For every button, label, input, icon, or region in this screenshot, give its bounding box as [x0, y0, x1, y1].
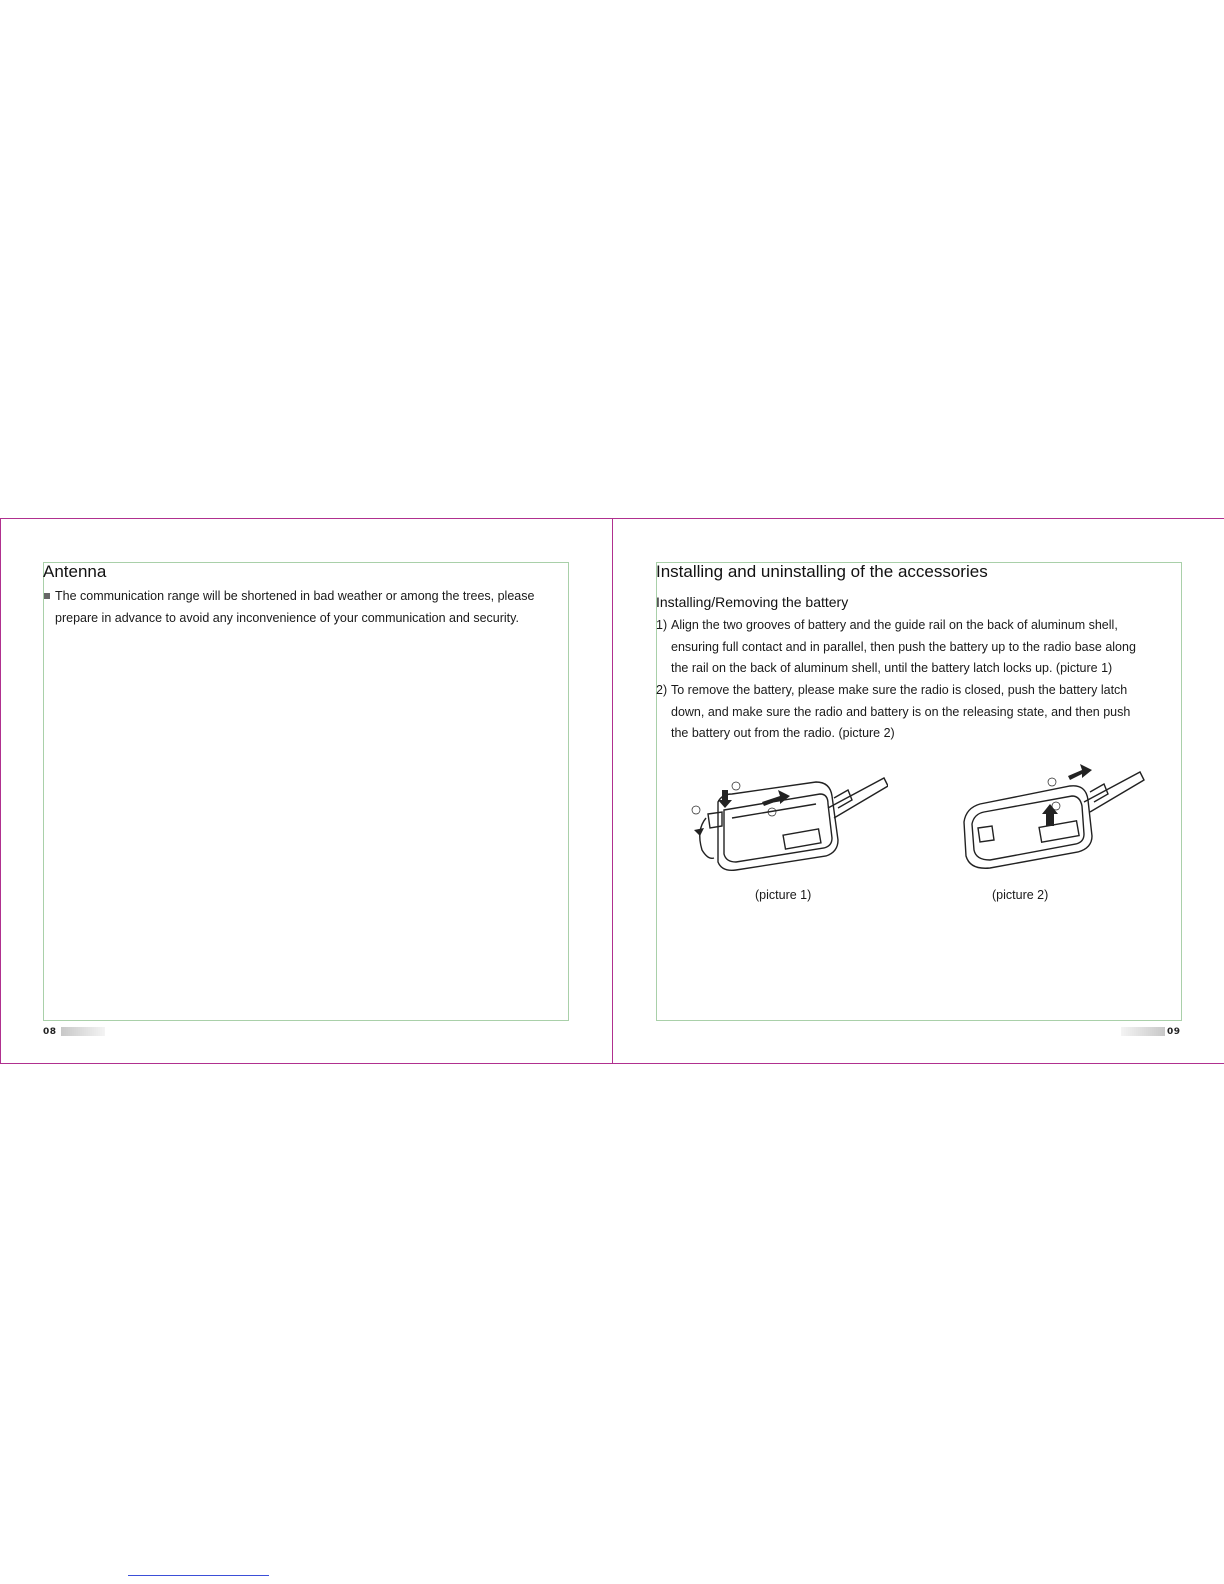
antenna-title: Antenna [43, 562, 107, 581]
step-2-line-1: To remove the battery, please make sure the radio is closed, push the battery latch [671, 683, 1128, 697]
left-page-frame [43, 562, 569, 1021]
right-page-number: 09 [1167, 1027, 1181, 1037]
step-1 [656, 615, 1186, 680]
link-underline [128, 1575, 269, 1576]
step-2-line-3: the battery out from the radio. (picture 2) [671, 726, 895, 740]
antenna-line-2: prepare in advance to avoid any inconvenience of your communication and security. [55, 610, 519, 625]
step-1-line-2: ensuring full contact and in parallel, then push the battery up to the radio base along [671, 639, 1136, 654]
caption-picture-1: (picture 1) [755, 888, 812, 902]
battery-install-illustration [688, 770, 888, 880]
caption-picture-2: (picture 2) [992, 888, 1049, 902]
step-2-number: 2) [656, 683, 668, 697]
step-1-line-3: the rail on the back of aluminum shell, until the battery latch locks up. (picture 1) [671, 661, 1113, 675]
battery-subtitle: Installing/Removing the battery [656, 594, 849, 610]
right-page-number-bar [1121, 1027, 1165, 1036]
left-page-number-bar [61, 1027, 105, 1036]
antenna-paragraph [55, 586, 575, 629]
battery-remove-illustration [958, 760, 1148, 875]
step-1-number: 1) [656, 618, 668, 632]
step-2-line-2: down, and make sure the radio and battery is on the releasing state, and then push [671, 704, 1131, 719]
page-gutter [612, 518, 613, 1064]
accessories-title: Installing and uninstalling of the accessories [656, 562, 988, 581]
antenna-line-1: The communication range will be shortened in bad weather or among the trees, please [55, 589, 535, 603]
step-2 [656, 680, 1186, 745]
left-page-number: 08 [43, 1027, 57, 1037]
step-1-line-1: Align the two grooves of battery and the guide rail on the back of aluminum shell, [671, 618, 1118, 632]
bullet-icon [44, 593, 50, 599]
